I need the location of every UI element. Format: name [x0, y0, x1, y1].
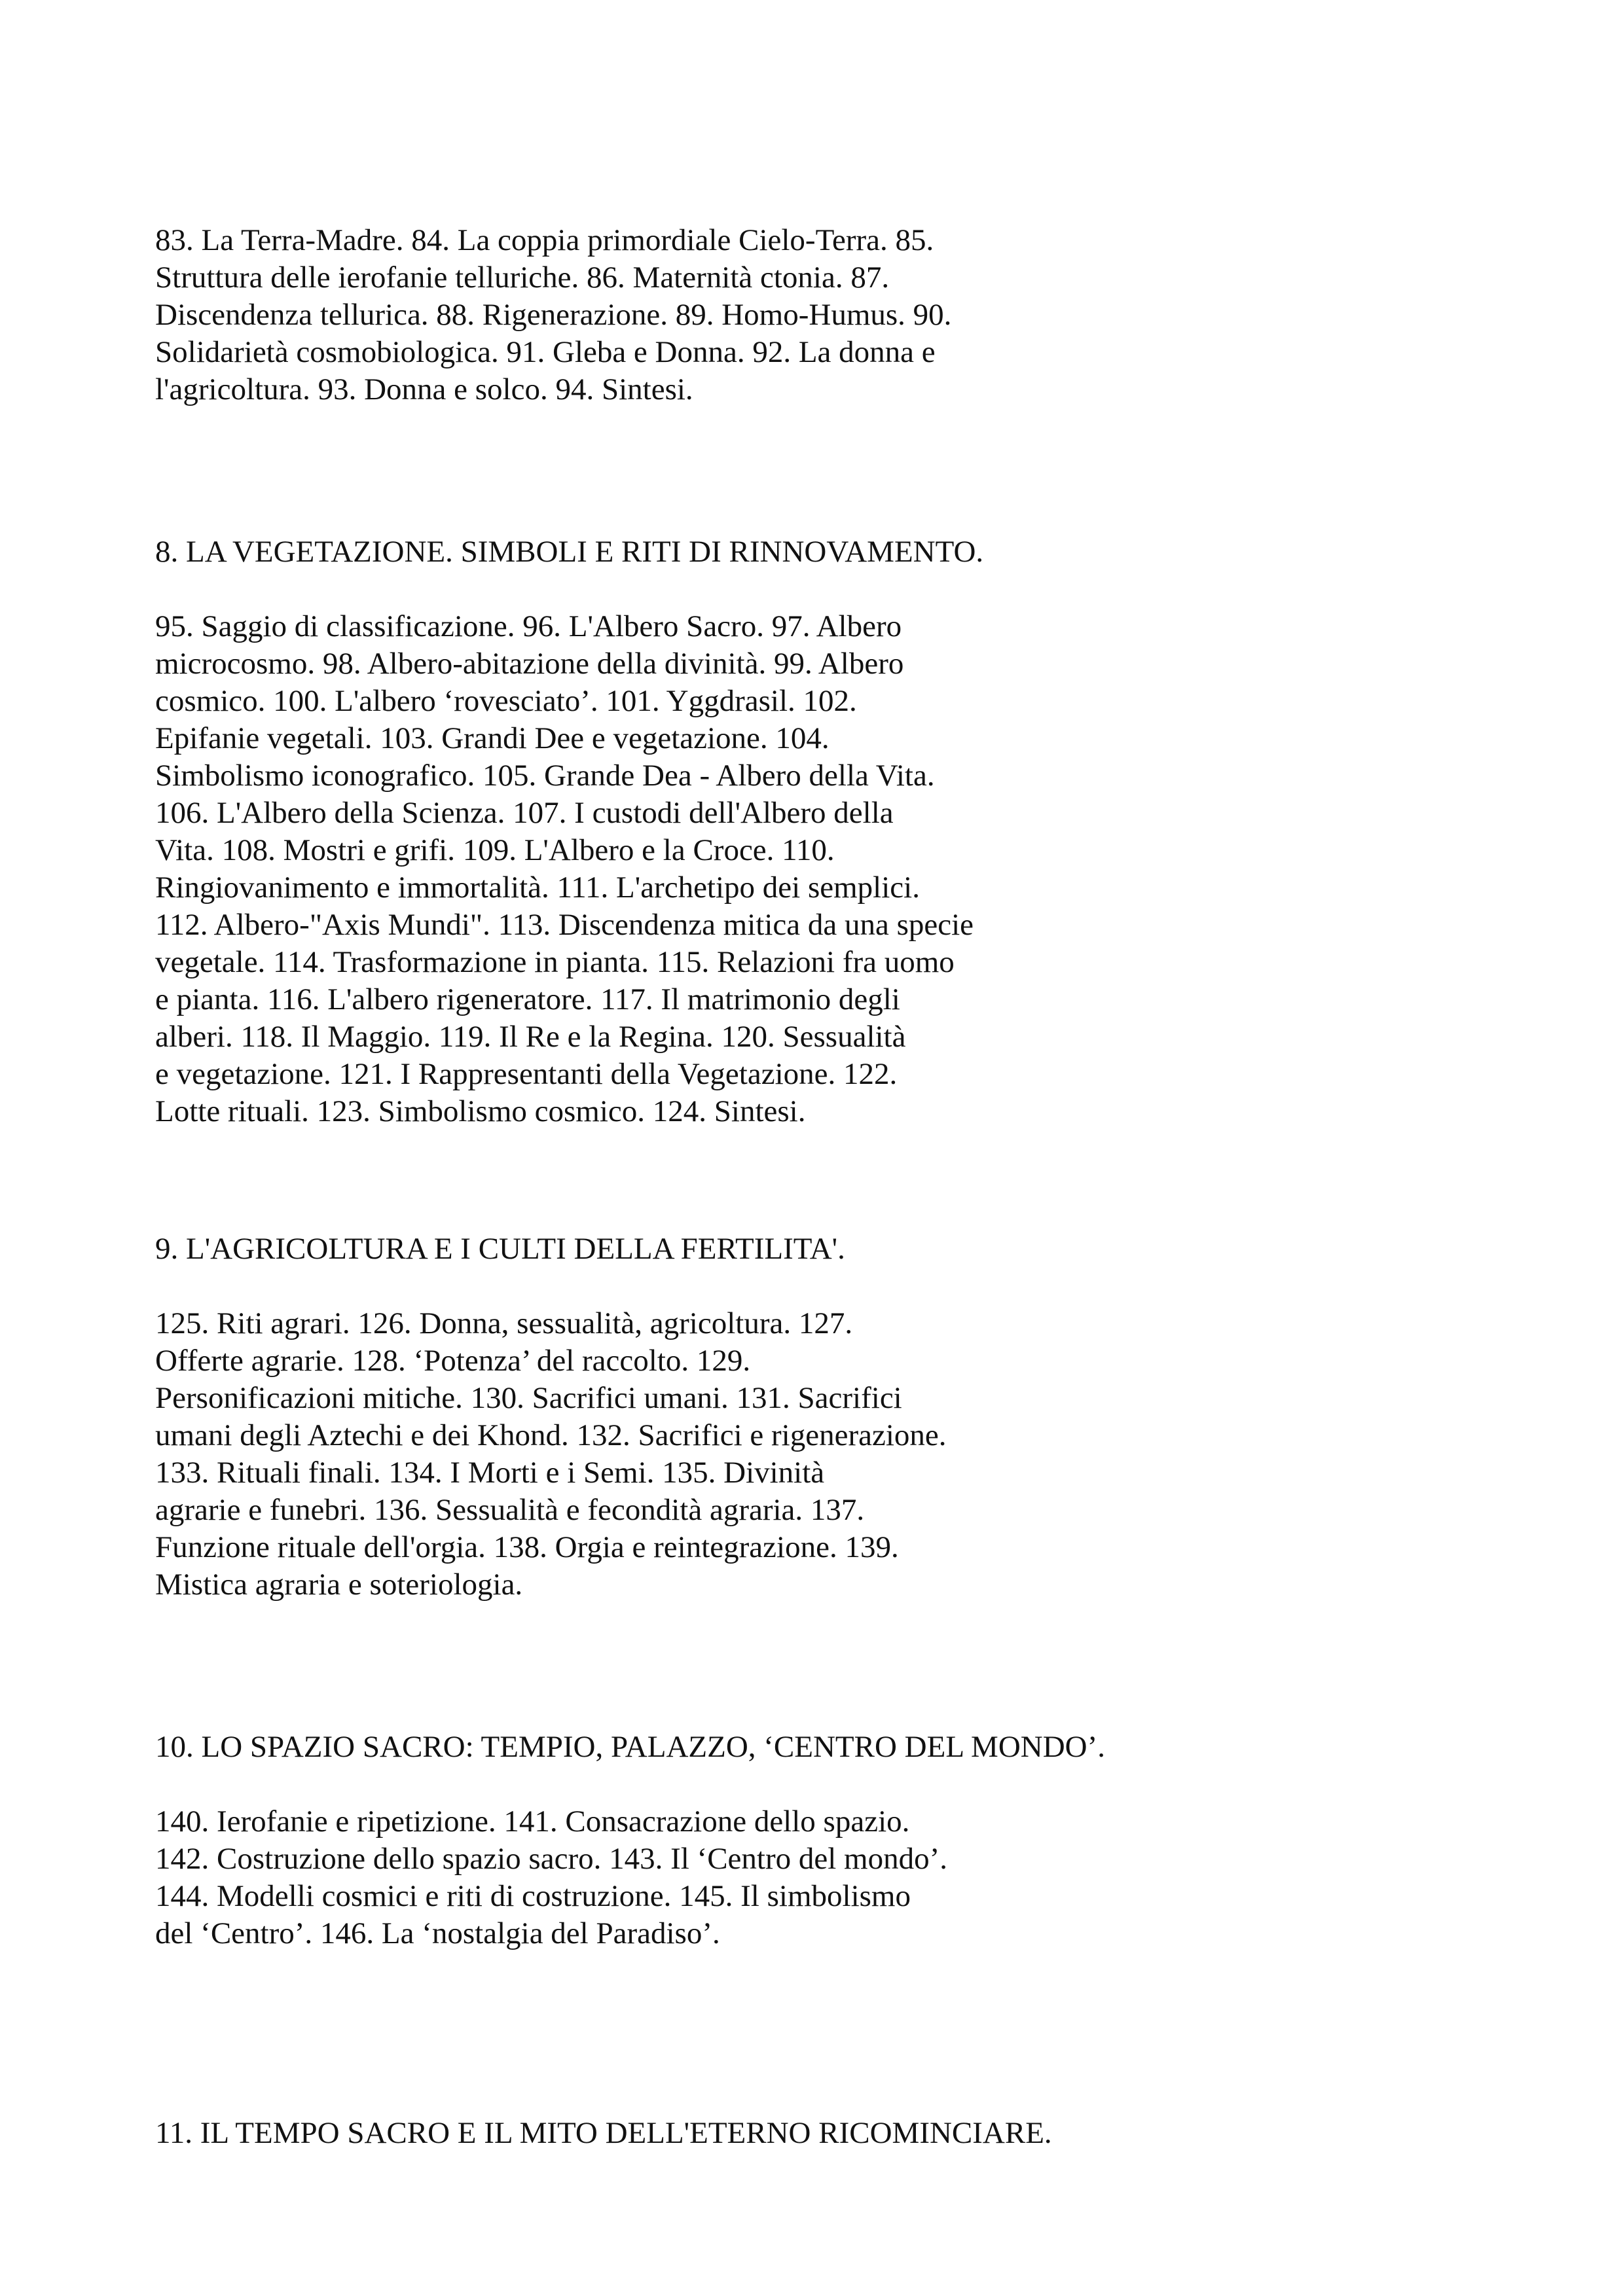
paragraph-line: Ringiovanimento e immortalità. 111. L'archetipo dei semplici.	[155, 870, 920, 905]
paragraph-line: e pianta. 116. L'albero rigeneratore. 117. Il matrimonio degli	[155, 982, 900, 1016]
paragraph-line: Mistica agraria e soteriologia.	[155, 1568, 523, 1602]
paragraph-line: vegetale. 114. Trasformazione in pianta. 115. Relazioni fra uomo	[155, 945, 955, 979]
paragraph-line: Vita. 108. Mostri e grifi. 109. L'Albero e la Croce. 110.	[155, 833, 835, 867]
paragraph-line: 83. La Terra-Madre. 84. La coppia primordiale Cielo-Terra. 85.	[155, 223, 934, 257]
paragraph-line: Personificazioni mitiche. 130. Sacrifici umani. 131. Sacrifici	[155, 1381, 902, 1415]
paragraph-line: Solidarietà cosmobiologica. 91. Gleba e Donna. 92. La donna e	[155, 335, 936, 369]
paragraph-line: Epifanie vegetali. 103. Grandi Dee e vegetazione. 104.	[155, 721, 830, 755]
paragraph-line: e vegetazione. 121. I Rappresentanti della Vegetazione. 122.	[155, 1057, 898, 1091]
paragraph-line: 95. Saggio di classificazione. 96. L'Albero Sacro. 97. Albero	[155, 609, 902, 643]
paragraph-line: 142. Costruzione dello spazio sacro. 143. Il ‘Centro del mondo’.	[155, 1842, 947, 1876]
chapter-8-paragraph	[155, 608, 1399, 1130]
paragraph-line: umani degli Aztechi e dei Khond. 132. Sacrifici e rigenerazione.	[155, 1418, 947, 1452]
chapter-10-paragraph	[155, 1803, 1399, 1952]
paragraph-line: Discendenza tellurica. 88. Rigenerazione. 89. Homo-Humus. 90.	[155, 298, 952, 332]
paragraph-line: Lotte rituali. 123. Simbolismo cosmico. 124. Sintesi.	[155, 1094, 806, 1128]
paragraph-line: cosmico. 100. L'albero ‘rovesciato’. 101. Yggdrasil. 102.	[155, 684, 857, 718]
chapter-10-heading: 10. LO SPAZIO SACRO: TEMPIO, PALAZZO, ‘CENTRO DEL MONDO’.	[155, 1730, 1105, 1764]
paragraph-line: agrarie e funebri. 136. Sessualità e fecondità agraria. 137.	[155, 1493, 865, 1527]
chapter-8-heading: 8. LA VEGETAZIONE. SIMBOLI E RITI DI RINNOVAMENTO.	[155, 535, 984, 569]
chapter-9-heading: 9. L'AGRICOLTURA E I CULTI DELLA FERTILITA'.	[155, 1232, 845, 1266]
paragraph-line: del ‘Centro’. 146. La ‘nostalgia del Paradiso’.	[155, 1916, 720, 1950]
paragraph-line: Simbolismo iconografico. 105. Grande Dea - Albero della Vita.	[155, 759, 935, 793]
paragraph-line: 106. L'Albero della Scienza. 107. I custodi dell'Albero della	[155, 796, 894, 830]
chapter-11-heading: 11. IL TEMPO SACRO E IL MITO DELL'ETERNO RICOMINCIARE.	[155, 2116, 1052, 2150]
paragraph-line: 125. Riti agrari. 126. Donna, sessualità, agricoltura. 127.	[155, 1306, 853, 1340]
paragraph-line: l'agricoltura. 93. Donna e solco. 94. Sintesi.	[155, 372, 693, 406]
paragraph-line: Funzione rituale dell'orgia. 138. Orgia e reintegrazione. 139.	[155, 1530, 899, 1564]
paragraph-line: Offerte agrarie. 128. ‘Potenza’ del raccolto. 129.	[155, 1344, 751, 1378]
paragraph-line: 133. Rituali finali. 134. I Morti e i Semi. 135. Divinità	[155, 1456, 825, 1490]
chapter-9-paragraph	[155, 1305, 1399, 1604]
paragraph-line: 140. Ierofanie e ripetizione. 141. Consacrazione dello spazio.	[155, 1804, 910, 1839]
intro-paragraph	[155, 222, 1399, 408]
paragraph-line: microcosmo. 98. Albero-abitazione della divinità. 99. Albero	[155, 647, 904, 681]
paragraph-line: Struttura delle ierofanie telluriche. 86. Maternità ctonia. 87.	[155, 260, 890, 295]
paragraph-line: 144. Modelli cosmici e riti di costruzione. 145. Il simbolismo	[155, 1879, 911, 1913]
paragraph-line: alberi. 118. Il Maggio. 119. Il Re e la Regina. 120. Sessualità	[155, 1020, 906, 1054]
paragraph-line: 112. Albero-"Axis Mundi". 113. Discendenza mitica da una specie	[155, 908, 974, 942]
